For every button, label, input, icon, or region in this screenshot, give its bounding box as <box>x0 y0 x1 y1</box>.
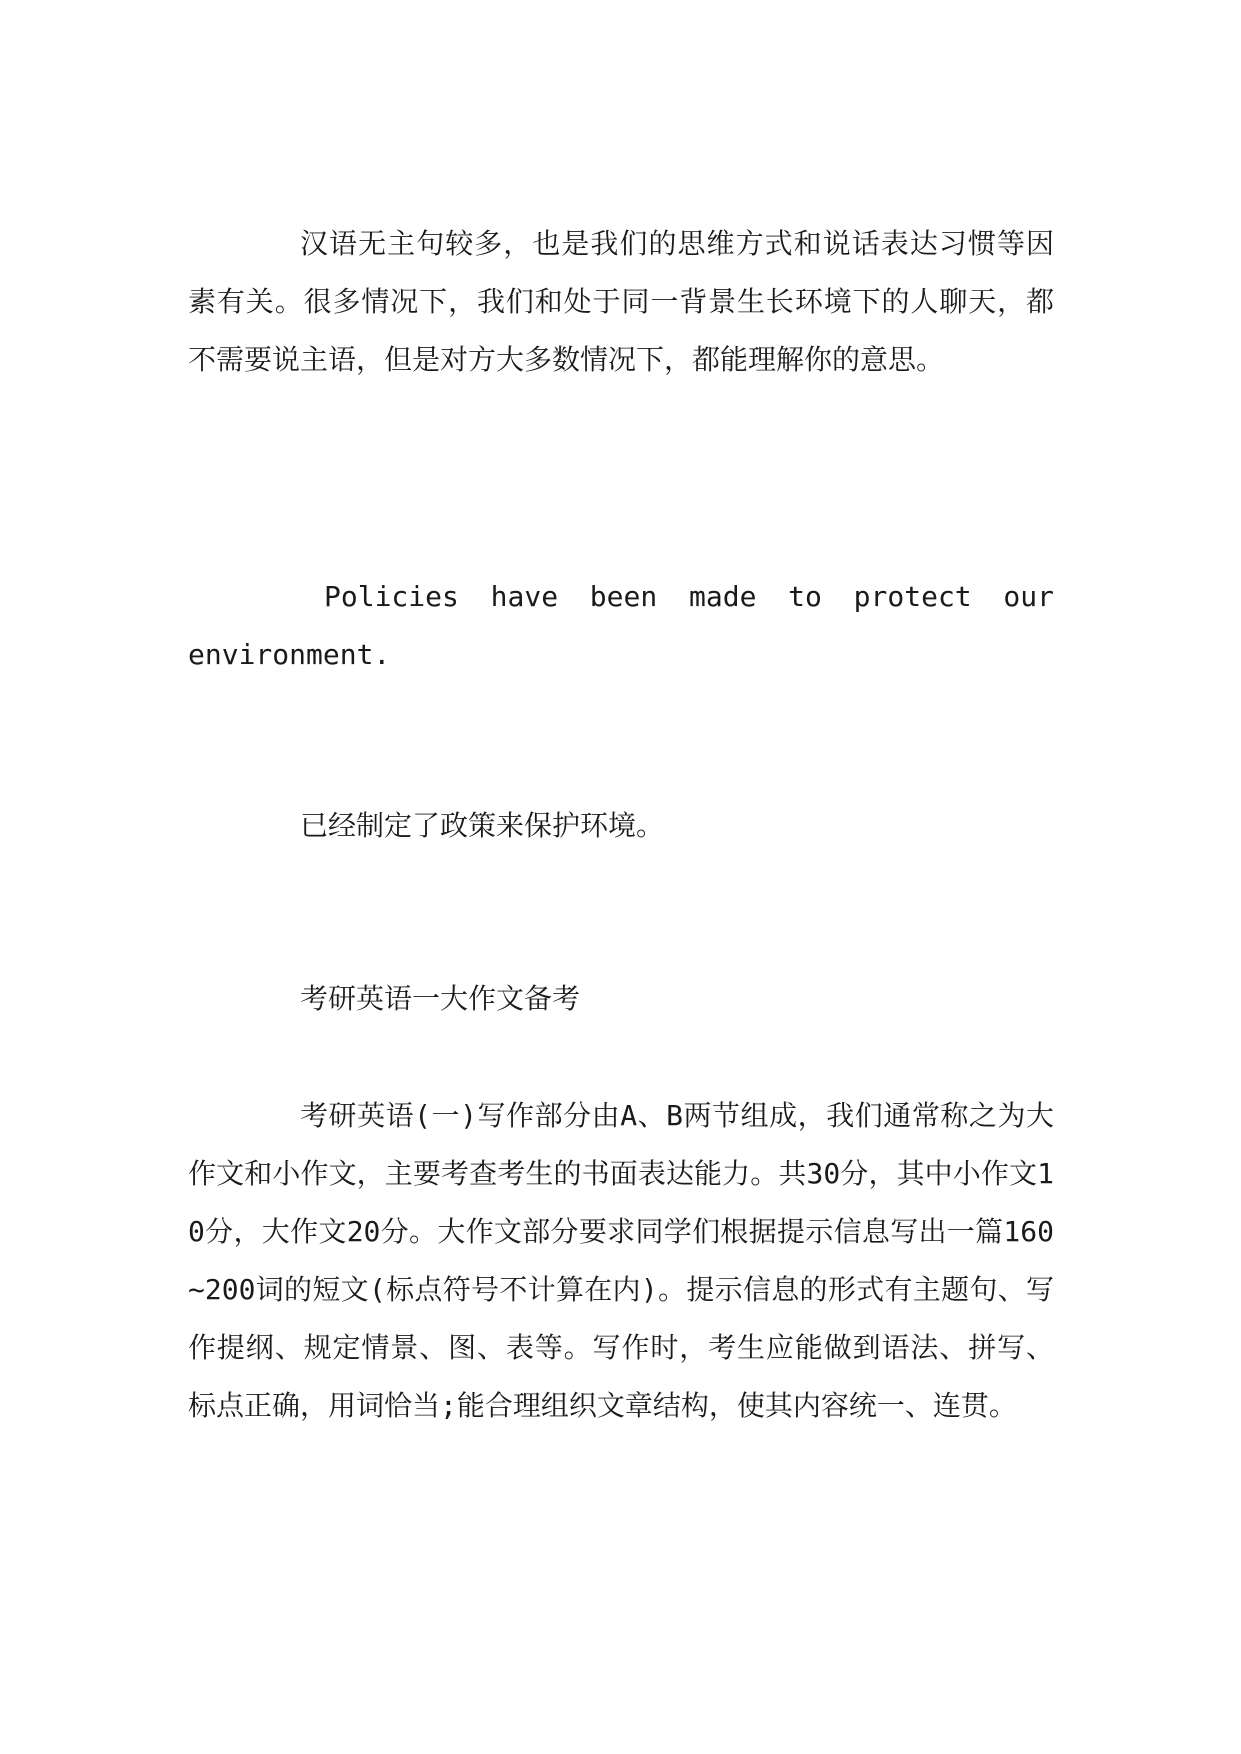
paragraph-chinese-subjectless-sentences: 汉语无主句较多，也是我们的思维方式和说话表达习惯等因素有关。很多情况下，我们和处于同一背景生长环境下的人聊天，都不需要说主语，但是对方大多数情况下，都能理解你的意思。 <box>188 227 1054 376</box>
paragraph-english-example: Policies have been made to protect our environment. <box>188 580 1054 671</box>
paragraph-chinese-translation: 已经制定了政策来保护环境。 <box>300 809 665 842</box>
paragraph-writing-section-description: 考研英语(一)写作部分由A、B两节组成，我们通常称之为大作文和小作文，主要考查考生的书面表达能力。共30分，其中小作文10分，大作文20分。大作文部分要求同学们根据提示信息写出一篇160~200词的短文(标点符号不计算在内)。提示信息的形式有主题句、写作提纲、规定情景、图、表等。写作时，考生应能做到语法、拼写、标点正确，用词恰当;能合理组织文章结构，使其内容统一、连贯。 <box>188 1099 1054 1422</box>
section-heading: 考研英语一大作文备考 <box>300 982 581 1015</box>
